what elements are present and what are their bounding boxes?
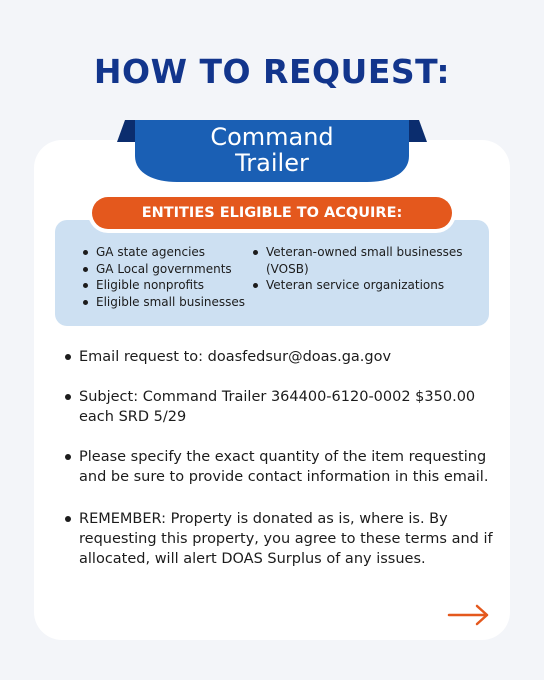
- instruction-item: Email request to: doasfedsur@doas.ga.gov: [64, 347, 494, 367]
- list-item: Veteran-owned small businesses (VOSB): [252, 244, 472, 277]
- list-item: GA state agencies: [82, 244, 250, 261]
- ribbon-line-1: Command: [210, 123, 334, 151]
- list-item: Eligible nonprofits: [82, 277, 250, 294]
- page-title: HOW TO REQUEST:: [93, 52, 451, 91]
- list-item: GA Local governments: [82, 261, 250, 278]
- arrow-right-icon[interactable]: [447, 603, 491, 627]
- instruction-item: Subject: Command Trailer 364400-6120-0002 $350.00 each SRD 5/29: [64, 387, 494, 427]
- ribbon-title: [117, 124, 427, 176]
- title-ribbon: [117, 116, 427, 186]
- list-item: Veteran service organizations: [252, 277, 472, 294]
- instruction-item: Please specify the exact quantity of the item requesting and be sure to provide contact information in this email.: [64, 447, 494, 487]
- instruction-item: REMEMBER: Property is donated as is, where is. By requesting this property, you agree to these terms and if allocated, will alert DOAS Surplus of any issues.: [64, 509, 494, 569]
- eligible-list-right: [252, 244, 472, 294]
- eligible-heading: ENTITIES ELIGIBLE TO ACQUIRE:: [92, 197, 452, 229]
- eligible-heading-pill: [88, 193, 456, 233]
- eligible-list-left: [82, 244, 250, 310]
- ribbon-line-2: Trailer: [235, 149, 309, 177]
- instructions-list: [64, 347, 494, 569]
- list-item: Eligible small businesses: [82, 294, 250, 311]
